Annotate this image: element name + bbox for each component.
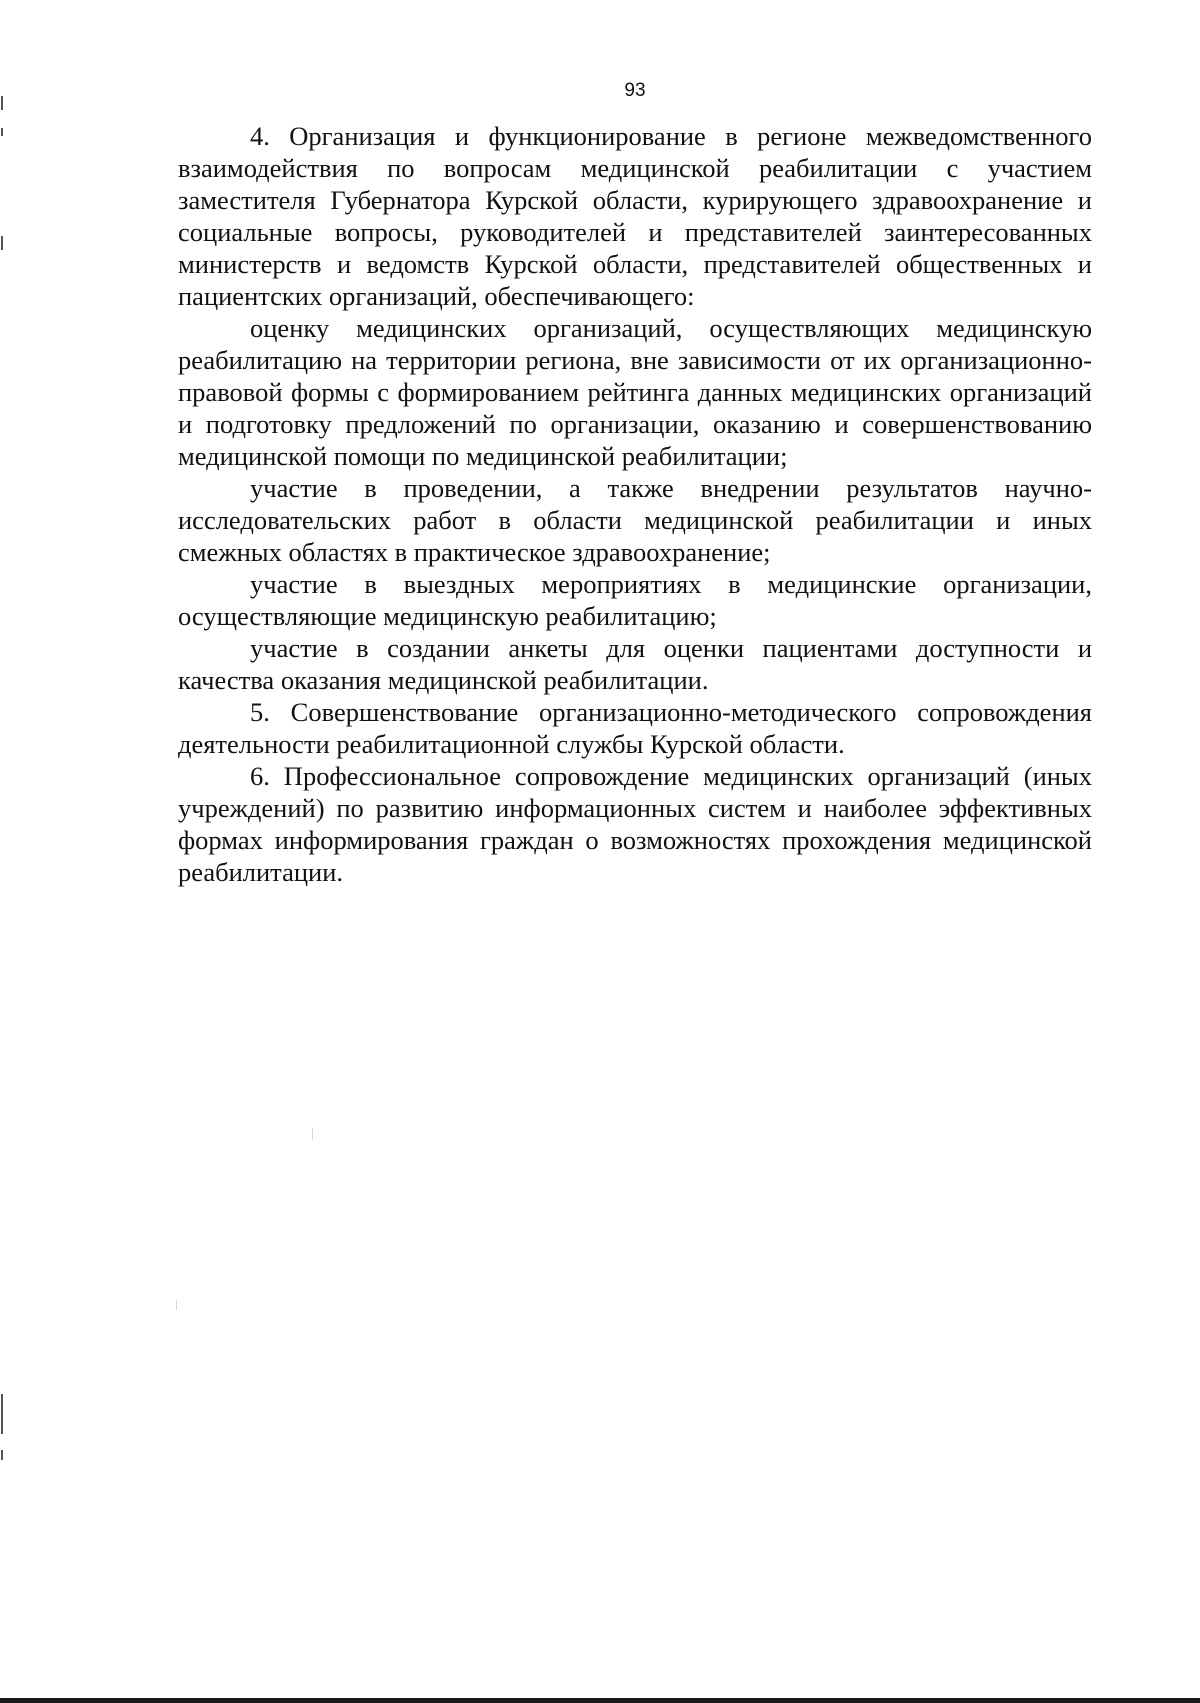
paragraph-item-4-evaluation: оценку медицинских организаций, осуществляющих медицинскую реабилитацию на территории региона, вне зависимости от их организационно-правовой формы с формированием рейтинга данных медицинских организаций и подготовку предложений по организации, оказанию и совершенствованию медицинской помощи по медицинской реабилитации; xyxy=(178,313,1092,471)
scan-edge-mark xyxy=(1,128,3,136)
scan-speck xyxy=(312,1128,313,1140)
page-number: 93 xyxy=(624,80,646,101)
scan-speck xyxy=(176,1300,177,1310)
paragraph-item-4-field-events: участие в выездных мероприятиях в медицинские организации, осуществляющие медицинскую реабилитацию; xyxy=(178,569,1092,631)
scan-edge-mark xyxy=(1,1450,3,1460)
scan-bottom-edge xyxy=(0,1698,1200,1703)
paragraph-item-6: 6. Профессиональное сопровождение медицинских организаций (иных учреждений) по развитию информационных систем и наиболее эффективных формах информирования граждан о возможностях прохождения медицинской реабилитации. xyxy=(178,761,1092,887)
scan-edge-mark xyxy=(1,236,3,250)
paragraph-item-5: 5. Совершенствование организационно-методического сопровождения деятельности реабилитационной службы Курской области. xyxy=(178,697,1092,759)
document-body xyxy=(178,120,1092,888)
scan-edge-mark xyxy=(1,96,3,110)
paragraph-item-4-research: участие в проведении, а также внедрении результатов научно-исследовательских работ в области медицинской реабилитации и иных смежных областях в практическое здравоохранение; xyxy=(178,473,1092,567)
scan-edge-mark xyxy=(1,1394,3,1434)
paragraph-item-4: 4. Организация и функционирование в регионе межведомственного взаимодействия по вопросам медицинской реабилитации с участием заместителя Губернатора Курской области, курирующего здравоохранение и социальные вопросы, руководителей и представителей заинтересованных министерств и ведомств Курской области, представителей общественных и пациентских организаций, обеспечивающего: xyxy=(178,121,1092,311)
paragraph-item-4-questionnaire: участие в создании анкеты для оценки пациентами доступности и качества оказания медицинской реабилитации. xyxy=(178,633,1092,695)
